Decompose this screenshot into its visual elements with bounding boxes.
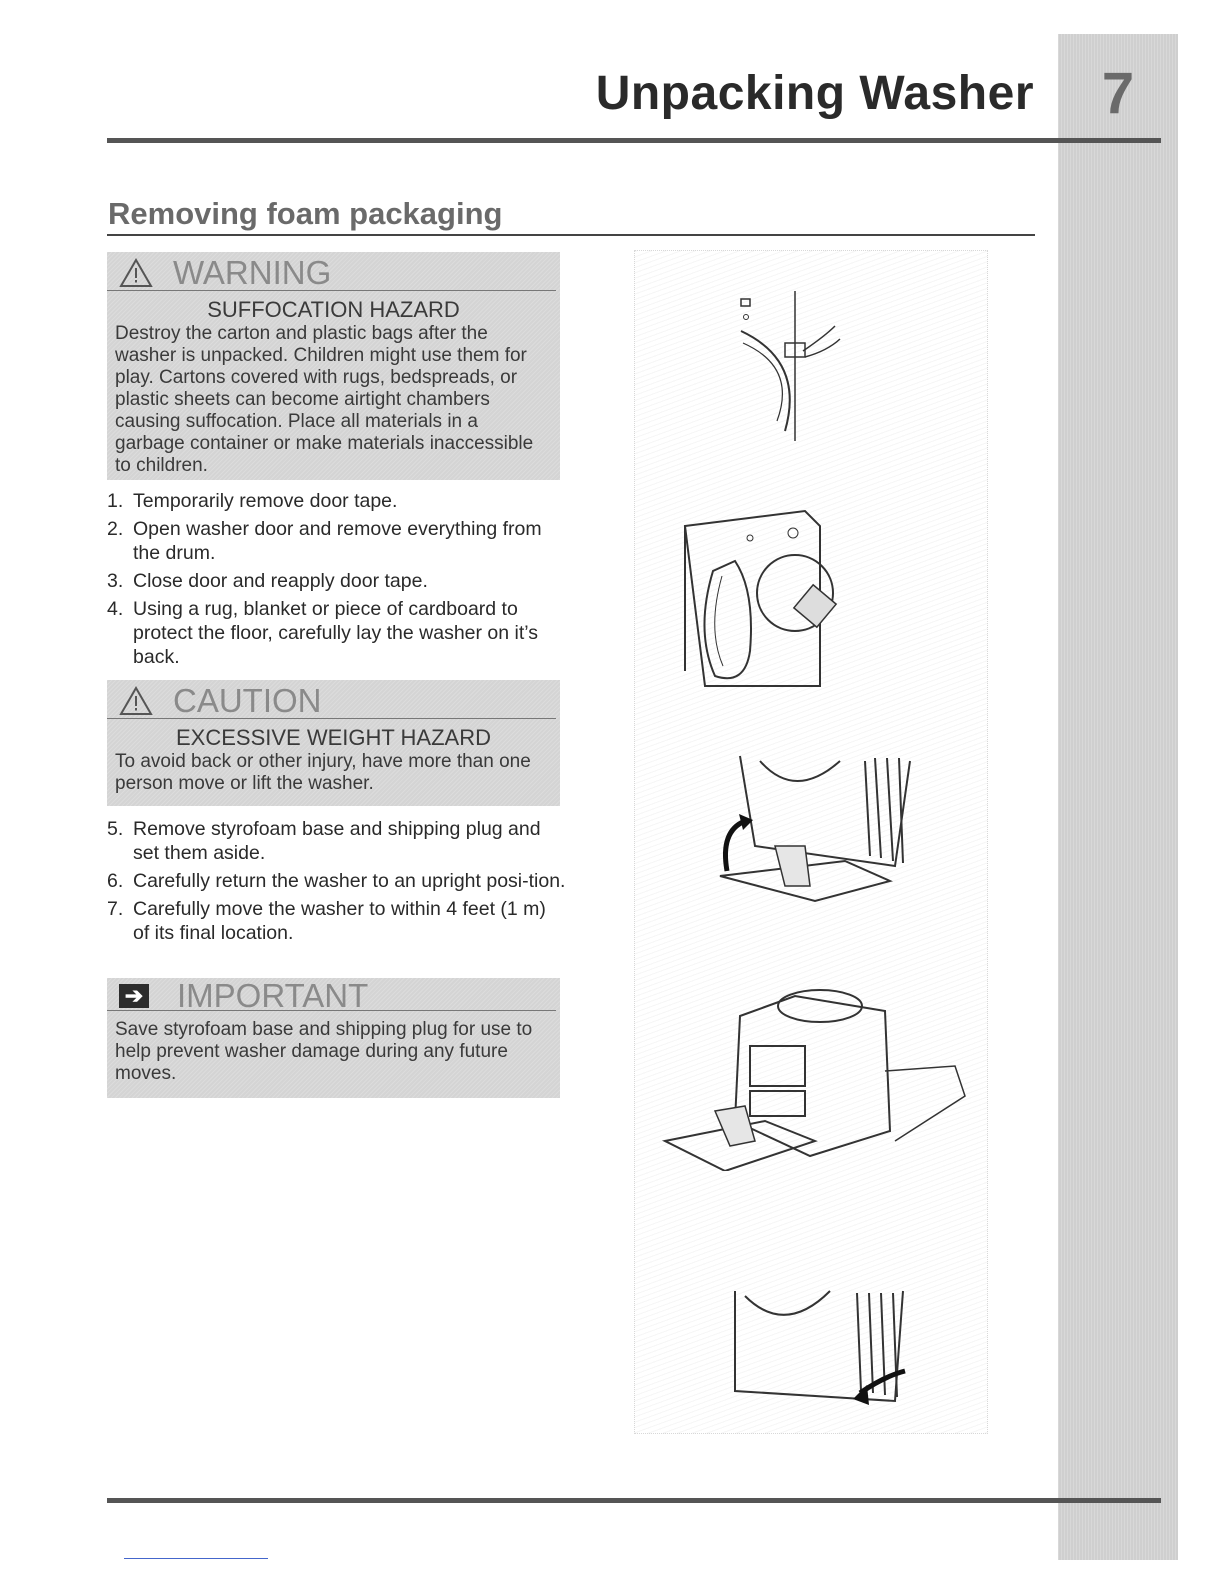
- warning-header: [107, 252, 556, 291]
- styrofoam-base-illustration: [635, 971, 987, 1171]
- step-text: Remove styrofoam base and shipping plug and set them aside.: [133, 818, 541, 864]
- step-text: Open washer door and remove everything from the drum.: [133, 518, 542, 564]
- open-door-illustration: [635, 501, 987, 701]
- important-header: [107, 977, 556, 1014]
- list-item: [107, 489, 567, 513]
- step-number: 1.: [107, 490, 124, 512]
- list-item: [107, 569, 567, 593]
- list-item: [107, 597, 567, 669]
- page-number: 7: [1101, 61, 1135, 126]
- list-item: [107, 869, 567, 893]
- warning-triangle-icon: [119, 258, 153, 288]
- step-number: 2.: [107, 518, 124, 540]
- warning-heading: WARNING: [173, 254, 332, 291]
- important-body: Save styrofoam base and shipping plug for use to help prevent washer damage during any future moves.: [115, 1019, 533, 1084]
- caution-triangle-icon: [119, 686, 153, 716]
- steps-list-first: [107, 489, 567, 673]
- caution-heading: CAUTION: [173, 682, 322, 719]
- step-text: Carefully return the washer to an upright posi-tion.: [133, 870, 566, 892]
- section-title: Removing foam packaging: [108, 196, 503, 231]
- warning-subheading: SUFFOCATION HAZARD: [207, 297, 460, 322]
- step-text: Using a rug, blanket or piece of cardboard to protect the floor, carefully lay the washer on it’s back.: [133, 598, 539, 668]
- step-text: Temporarily remove door tape.: [133, 490, 398, 512]
- caution-header: [107, 680, 556, 719]
- step-text: Close door and reapply door tape.: [133, 570, 428, 592]
- warning-box: [107, 252, 560, 480]
- step-text: Carefully move the washer to within 4 feet (1 m) of its final location.: [133, 898, 546, 944]
- important-heading: IMPORTANT: [177, 977, 369, 1014]
- step-number: 7.: [107, 898, 124, 920]
- caution-box: [107, 680, 560, 806]
- return-upright-illustration: [635, 1281, 987, 1421]
- step-number: 4.: [107, 598, 124, 620]
- illustration-panel: [634, 250, 988, 1434]
- step-number: 5.: [107, 818, 124, 840]
- caution-body: To avoid back or other injury, have more than one person move or lift the washer.: [115, 751, 531, 794]
- section-rule: [107, 234, 1035, 236]
- arrow-right-icon: ➔: [119, 984, 149, 1008]
- header-rule: [107, 138, 1161, 143]
- door-tape-illustration: [635, 281, 987, 451]
- page-title: Unpacking Washer: [595, 67, 1034, 120]
- footer-link-line: [124, 1558, 268, 1559]
- footer-rule: [107, 1498, 1161, 1503]
- list-item: [107, 817, 567, 865]
- step-number: 6.: [107, 870, 124, 892]
- important-box: [107, 978, 560, 1098]
- steps-list-second: [107, 817, 567, 949]
- list-item: [107, 897, 567, 945]
- step-number: 3.: [107, 570, 124, 592]
- list-item: [107, 517, 567, 565]
- side-tab-strip: [1058, 34, 1178, 1560]
- warning-body: Destroy the carton and plastic bags after the washer is unpacked. Children might use them for play. Cartons covered with rugs, bedspreads, or plastic sheets can become airtight chambers causing suffocation. Place all materials in a garbage container or make materials inaccessible to children.: [115, 323, 534, 476]
- caution-subheading: EXCESSIVE WEIGHT HAZARD: [176, 725, 491, 750]
- tilt-washer-illustration: [635, 746, 987, 921]
